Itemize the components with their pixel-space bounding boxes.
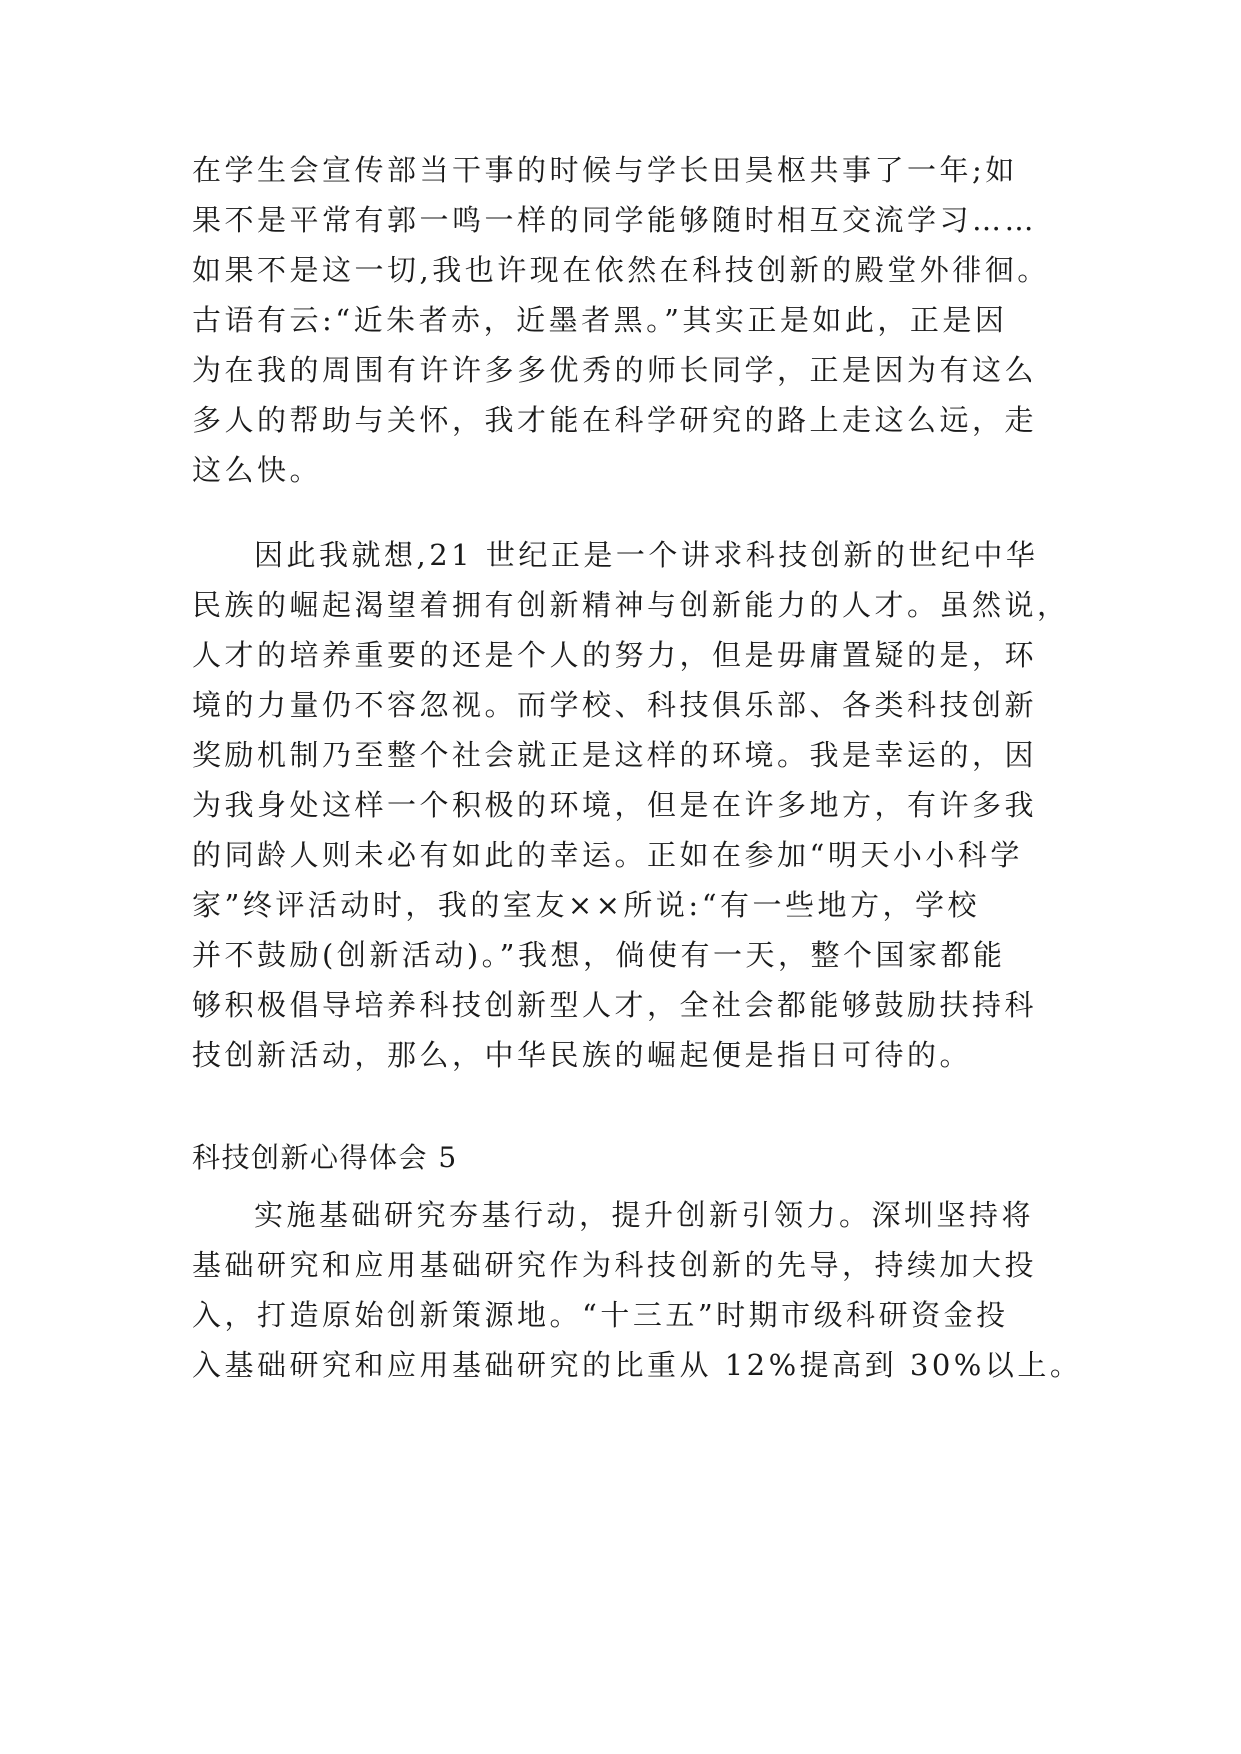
paragraph-line: 入基础研究和应用基础研究的比重从 12%提高到 30%以上。	[192, 1348, 1083, 1382]
paragraph-line: 为在我的周围有许许多多优秀的师长同学，正是因为有这么	[192, 353, 1038, 387]
paragraph-line: 多人的帮助与关怀，我才能在科学研究的路上走这么远，走	[192, 403, 1038, 437]
paragraph-line: 如果不是这一切,我也许现在依然在科技创新的殿堂外徘徊。	[192, 253, 1050, 287]
paragraph-line: 够积极倡导培养科技创新型人才，全社会都能够鼓励扶持科	[192, 988, 1038, 1022]
paragraph-line: 人才的培养重要的还是个人的努力，但是毋庸置疑的是，环	[192, 638, 1038, 672]
paragraph-line: 入，打造原始创新策源地。“十三五”时期市级科研资金投	[192, 1298, 1009, 1332]
paragraph-line: 境的力量仍不容忽视。而学校、科技俱乐部、各类科技创新	[192, 688, 1038, 722]
paragraph-line: 因此我就想,21 世纪正是一个讲求科技创新的世纪中华	[254, 538, 1039, 572]
paragraph-line: 奖励机制乃至整个社会就正是这样的环境。我是幸运的，因	[192, 738, 1038, 772]
paragraph-line: 的同龄人则未必有如此的幸运。正如在参加“明天小小科学	[192, 838, 1023, 872]
paragraph-line: 基础研究和应用基础研究作为科技创新的先导，持续加大投	[192, 1248, 1038, 1282]
paragraph-line: 古语有云:“近朱者赤，近墨者黑。”其实正是如此，正是因	[192, 303, 1008, 337]
paragraph-line: 这么快。	[192, 453, 323, 487]
paragraph-line: 技创新活动，那么，中华民族的崛起便是指日可待的。	[192, 1038, 973, 1072]
paragraph-line: 家”终评活动时，我的室友××所说:“有一些地方，学校	[192, 888, 981, 922]
paragraph-line: 并不鼓励(创新活动)。”我想，倘使有一天，整个国家都能	[192, 938, 1006, 972]
paragraph-line: 果不是平常有郭一鸣一样的同学能够随时相互交流学习……	[192, 203, 1038, 237]
paragraph-line: 实施基础研究夯基行动，提升创新引领力。深圳坚持将	[254, 1198, 1035, 1232]
paragraph-line: 在学生会宣传部当干事的时候与学长田昊枢共事了一年;如	[192, 153, 1018, 187]
paragraph-line: 为我身处这样一个积极的环境，但是在许多地方，有许多我	[192, 788, 1038, 822]
section-heading: 科技创新心得体会 5	[192, 1141, 458, 1174]
paragraph-line: 民族的崛起渴望着拥有创新精神与创新能力的人才。虽然说，	[192, 588, 1070, 622]
